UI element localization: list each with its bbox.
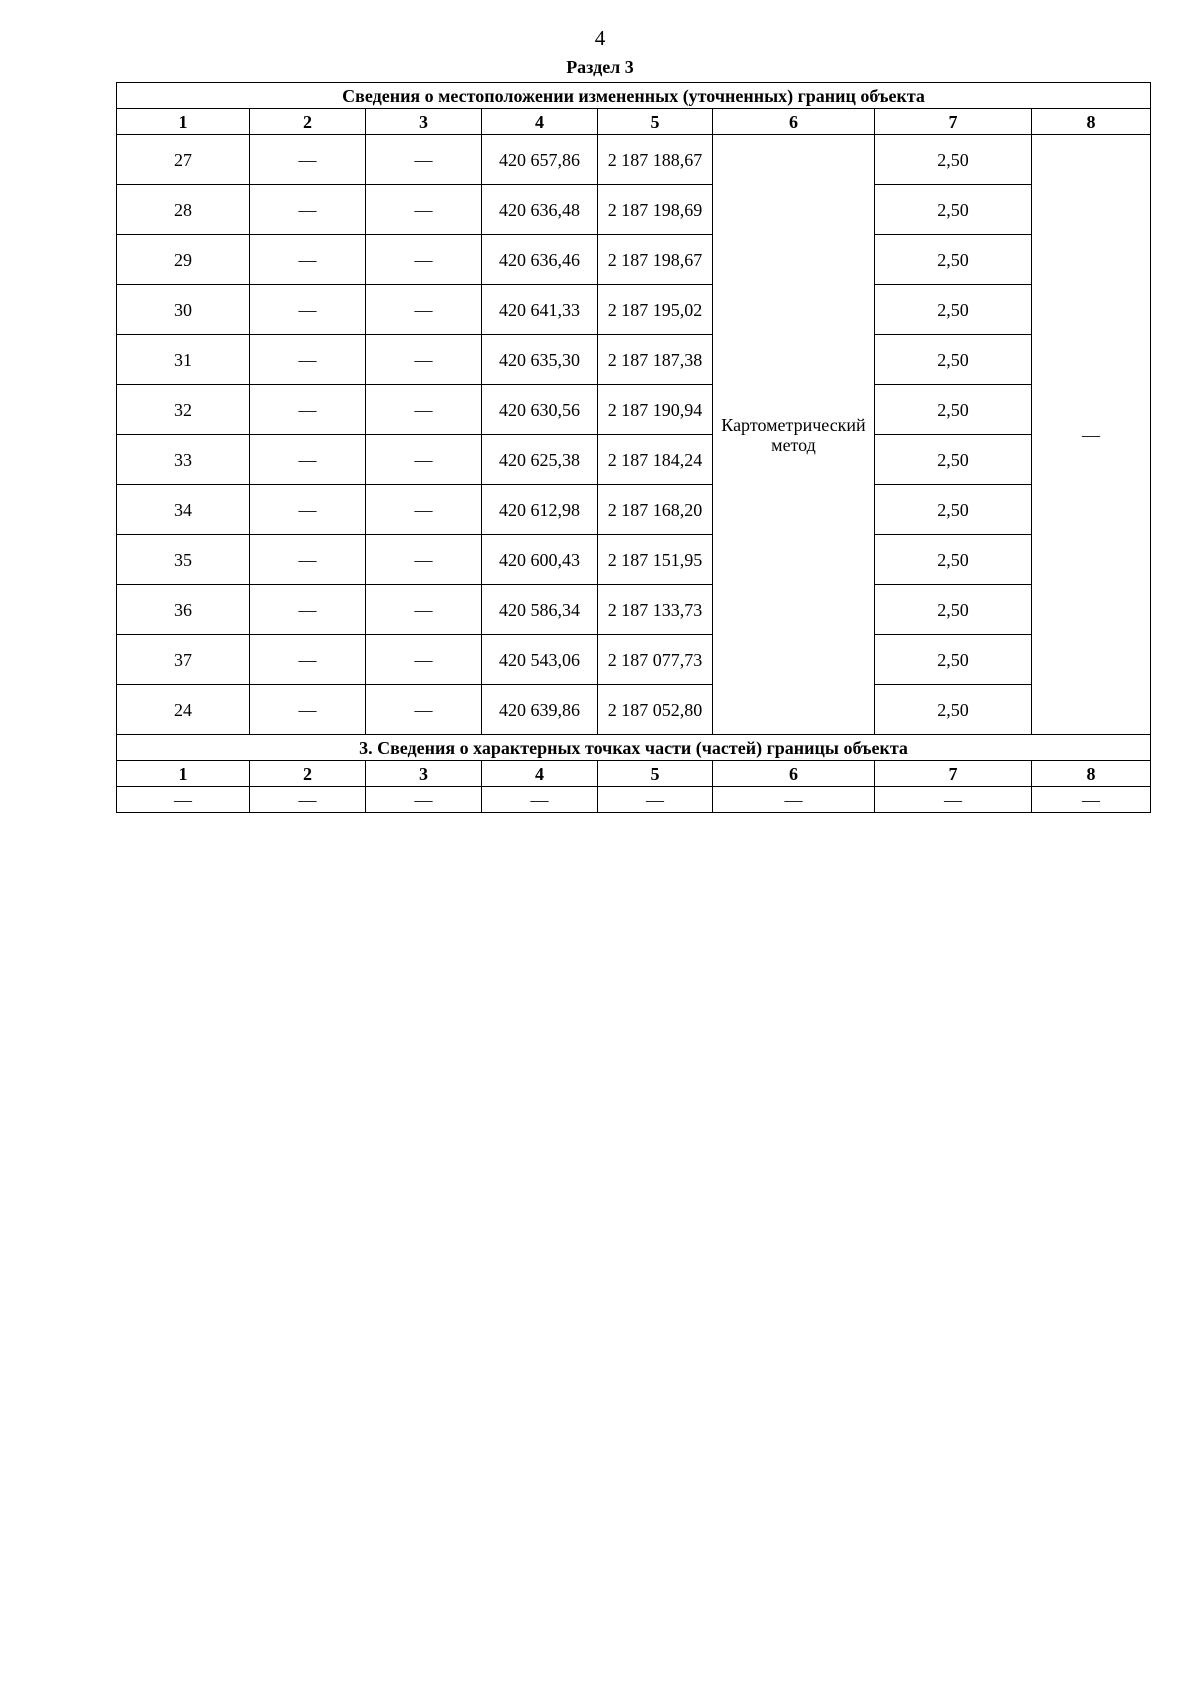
column-number: 6 xyxy=(713,109,875,135)
y-coordinate-cell: 2 187 077,73 xyxy=(598,635,713,685)
col3-cell: — xyxy=(366,135,482,185)
x-coordinate-cell: 420 600,43 xyxy=(482,535,598,585)
empty-cell: — xyxy=(875,787,1032,813)
table-row xyxy=(117,787,1151,813)
table-row xyxy=(117,635,1151,685)
col2-cell: — xyxy=(250,635,366,685)
table-row xyxy=(117,585,1151,635)
y-coordinate-cell: 2 187 190,94 xyxy=(598,385,713,435)
table1-title-row xyxy=(117,83,1151,109)
section-title: Раздел 3 xyxy=(566,57,634,77)
y-coordinate-cell: 2 187 195,02 xyxy=(598,285,713,335)
column-number: 3 xyxy=(366,109,482,135)
col3-cell: — xyxy=(366,535,482,585)
accuracy-cell: 2,50 xyxy=(875,285,1032,335)
point-number-cell: 37 xyxy=(117,635,250,685)
accuracy-cell: 2,50 xyxy=(875,485,1032,535)
point-number-cell: 27 xyxy=(117,135,250,185)
x-coordinate-cell: 420 639,86 xyxy=(482,685,598,735)
table-row xyxy=(117,685,1151,735)
x-coordinate-cell: 420 586,34 xyxy=(482,585,598,635)
accuracy-cell: 2,50 xyxy=(875,235,1032,285)
column-number: 8 xyxy=(1032,109,1151,135)
column-number: 5 xyxy=(598,109,713,135)
table-row xyxy=(117,435,1151,485)
col3-cell: — xyxy=(366,435,482,485)
column-number: 6 xyxy=(713,761,875,787)
table1-column-numbers-row xyxy=(117,109,1151,135)
col3-cell: — xyxy=(366,635,482,685)
table-row xyxy=(117,535,1151,585)
x-coordinate-cell: 420 635,30 xyxy=(482,335,598,385)
x-coordinate-cell: 420 636,48 xyxy=(482,185,598,235)
col2-cell: — xyxy=(250,185,366,235)
col3-cell: — xyxy=(366,235,482,285)
y-coordinate-cell: 2 187 151,95 xyxy=(598,535,713,585)
col2-cell: — xyxy=(250,585,366,635)
column-number: 2 xyxy=(250,761,366,787)
accuracy-cell: 2,50 xyxy=(875,385,1032,435)
table-row xyxy=(117,485,1151,535)
empty-cell: — xyxy=(713,787,875,813)
accuracy-cell: 2,50 xyxy=(875,685,1032,735)
column-number: 4 xyxy=(482,761,598,787)
y-coordinate-cell: 2 187 052,80 xyxy=(598,685,713,735)
point-number-cell: 36 xyxy=(117,585,250,635)
method-cell: Картометрический метод xyxy=(713,135,875,735)
col2-cell: — xyxy=(250,385,366,435)
accuracy-cell: 2,50 xyxy=(875,585,1032,635)
table2-column-numbers-row xyxy=(117,761,1151,787)
column-number: 8 xyxy=(1032,761,1151,787)
empty-cell: — xyxy=(250,787,366,813)
point-number-cell: 29 xyxy=(117,235,250,285)
x-coordinate-cell: 420 657,86 xyxy=(482,135,598,185)
accuracy-cell: 2,50 xyxy=(875,535,1032,585)
boundary-table-body xyxy=(117,83,1151,813)
point-number-cell: 33 xyxy=(117,435,250,485)
x-coordinate-cell: 420 625,38 xyxy=(482,435,598,485)
table-row xyxy=(117,385,1151,435)
empty-cell: — xyxy=(1032,787,1151,813)
accuracy-cell: 2,50 xyxy=(875,335,1032,385)
col3-cell: — xyxy=(366,685,482,735)
col2-cell: — xyxy=(250,285,366,335)
y-coordinate-cell: 2 187 188,67 xyxy=(598,135,713,185)
col2-cell: — xyxy=(250,485,366,535)
table-row xyxy=(117,185,1151,235)
col2-cell: — xyxy=(250,235,366,285)
x-coordinate-cell: 420 630,56 xyxy=(482,385,598,435)
accuracy-cell: 2,50 xyxy=(875,135,1032,185)
empty-cell: — xyxy=(366,787,482,813)
boundary-table xyxy=(116,82,1151,813)
empty-cell: — xyxy=(482,787,598,813)
col3-cell: — xyxy=(366,485,482,535)
accuracy-cell: 2,50 xyxy=(875,635,1032,685)
point-number-cell: 35 xyxy=(117,535,250,585)
point-number-cell: 34 xyxy=(117,485,250,535)
x-coordinate-cell: 420 636,46 xyxy=(482,235,598,285)
col2-cell: — xyxy=(250,135,366,185)
point-number-cell: 31 xyxy=(117,335,250,385)
y-coordinate-cell: 2 187 198,67 xyxy=(598,235,713,285)
empty-cell: — xyxy=(117,787,250,813)
col3-cell: — xyxy=(366,335,482,385)
point-number-cell: 30 xyxy=(117,285,250,335)
column-number: 1 xyxy=(117,109,250,135)
table-row xyxy=(117,335,1151,385)
table2-title-row xyxy=(117,735,1151,761)
col3-cell: — xyxy=(366,285,482,335)
column-number: 3 xyxy=(366,761,482,787)
point-number-cell: 28 xyxy=(117,185,250,235)
column-number: 7 xyxy=(875,109,1032,135)
y-coordinate-cell: 2 187 184,24 xyxy=(598,435,713,485)
col2-cell: — xyxy=(250,435,366,485)
table2-title: 3. Сведения о характерных точках части (частей) границы объекта xyxy=(117,735,1151,761)
column-number: 1 xyxy=(117,761,250,787)
column-number: 2 xyxy=(250,109,366,135)
y-coordinate-cell: 2 187 187,38 xyxy=(598,335,713,385)
column-number: 7 xyxy=(875,761,1032,787)
y-coordinate-cell: 2 187 133,73 xyxy=(598,585,713,635)
x-coordinate-cell: 420 612,98 xyxy=(482,485,598,535)
accuracy-cell: 2,50 xyxy=(875,435,1032,485)
point-number-cell: 32 xyxy=(117,385,250,435)
page-number: 4 xyxy=(594,26,606,50)
col3-cell: — xyxy=(366,185,482,235)
col3-cell: — xyxy=(366,385,482,435)
point-number-cell: 24 xyxy=(117,685,250,735)
table1-title: Сведения о местоположении измененных (уточненных) границ объекта xyxy=(117,83,1151,109)
x-coordinate-cell: 420 543,06 xyxy=(482,635,598,685)
col2-cell: — xyxy=(250,685,366,735)
table-row xyxy=(117,235,1151,285)
col8-cell: — xyxy=(1032,135,1151,735)
accuracy-cell: 2,50 xyxy=(875,185,1032,235)
table-row xyxy=(117,135,1151,185)
col3-cell: — xyxy=(366,585,482,635)
column-number: 5 xyxy=(598,761,713,787)
y-coordinate-cell: 2 187 168,20 xyxy=(598,485,713,535)
column-number: 4 xyxy=(482,109,598,135)
empty-cell: — xyxy=(598,787,713,813)
y-coordinate-cell: 2 187 198,69 xyxy=(598,185,713,235)
x-coordinate-cell: 420 641,33 xyxy=(482,285,598,335)
col2-cell: — xyxy=(250,535,366,585)
col2-cell: — xyxy=(250,335,366,385)
table-row xyxy=(117,285,1151,335)
